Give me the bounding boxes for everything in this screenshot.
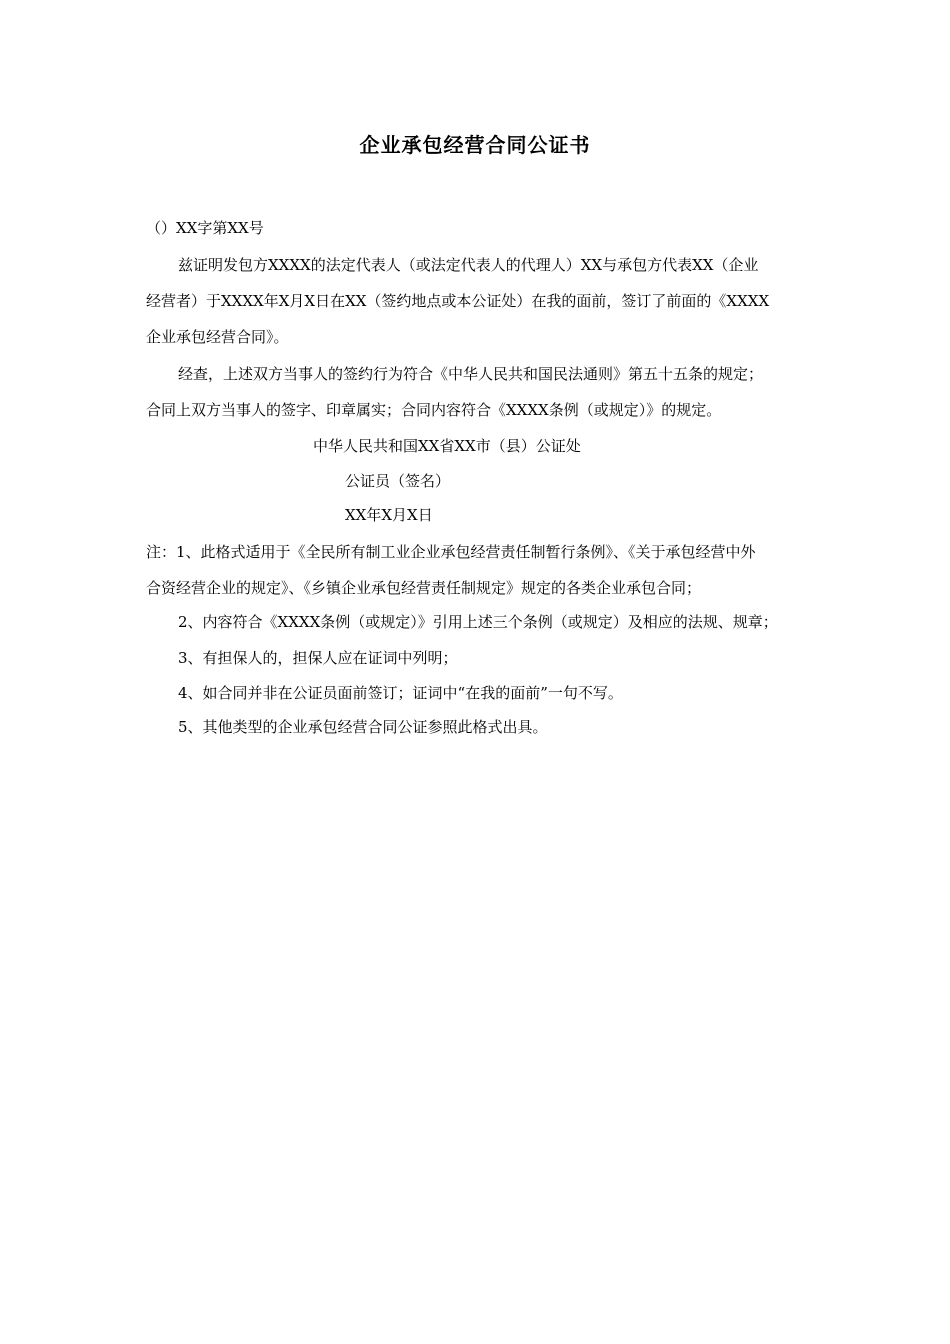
note-5: 5、其他类型的企业承包经营合同公证参照此格式出具。 <box>178 718 548 736</box>
note-1-line-1: 注：1、此格式适用于《全民所有制工业企业承包经营责任制暂行条例》、《关于承包经营中外 <box>146 543 756 561</box>
note-1-line-2: 合资经营企业的规定》、《乡镇企业承包经营责任制规定》规定的各类企业承包合同； <box>146 579 702 597</box>
note-2: 2、内容符合《XXXX条例（或规定）》引用上述三个条例（或规定）及相应的法规、规章； <box>178 613 778 631</box>
paragraph-2-line-1: 经查，上述双方当事人的签约行为符合《中华人民共和国民法通则》第五十五条的规定； <box>178 365 764 383</box>
paragraph-1-line-1: 兹证明发包方XXXX的法定代表人（或法定代表人的代理人）XX与承包方代表XX（企业 <box>178 256 759 274</box>
notary-signature: 公证员（签名） <box>345 472 451 490</box>
note-4: 4、如合同并非在公证员面前签订；证词中“在我的面前”一句不写。 <box>178 684 623 702</box>
signing-date: XX年X月X日 <box>345 506 433 524</box>
notary-office: 中华人民共和国XX省XX市（县）公证处 <box>313 437 581 455</box>
paragraph-2-line-2: 合同上双方当事人的签字、印章属实；合同内容符合《XXXX条例（或规定）》的规定。 <box>146 401 722 419</box>
document-number: （）XX字第XX号 <box>146 219 264 237</box>
note-3: 3、有担保人的，担保人应在证词中列明； <box>178 649 458 667</box>
paragraph-1-line-3: 企业承包经营合同》。 <box>146 328 289 346</box>
paragraph-1-line-2: 经营者）于XXXX年X月X日在XX（签约地点或本公证处）在我的面前，签订了前面的《XXXX <box>146 292 770 310</box>
document-title: 企业承包经营合同公证书 <box>359 133 591 157</box>
